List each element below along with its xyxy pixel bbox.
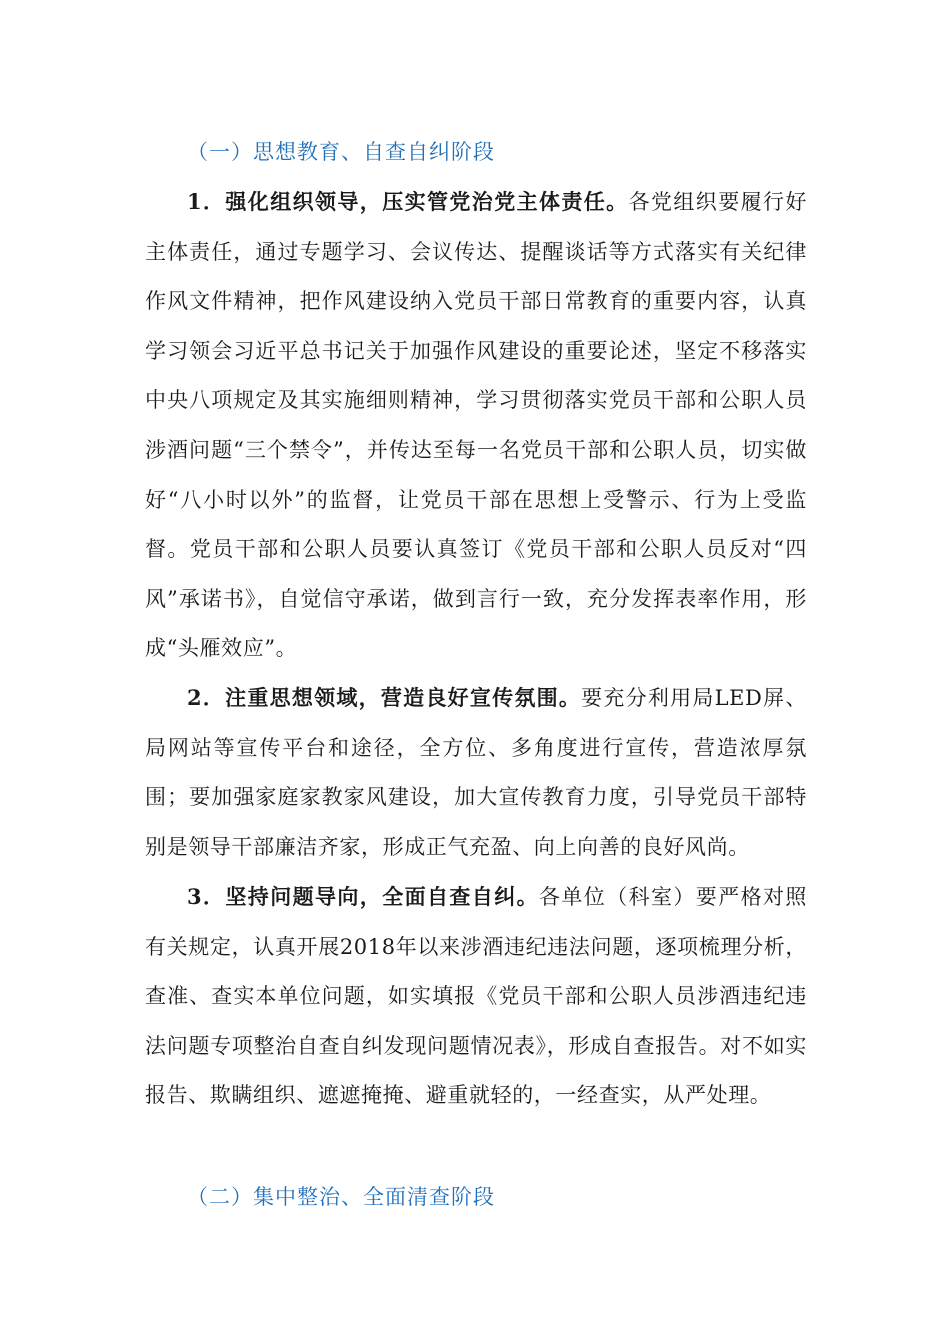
paragraph-3 xyxy=(145,872,807,1121)
paragraph-2-lead: 2．注重思想领域，营造良好宣传氛围。 xyxy=(187,685,582,710)
paragraph-1-lead: 1．强化组织领导，压实管党治党主体责任。 xyxy=(187,189,629,214)
paragraph-1 xyxy=(145,177,807,674)
paragraph-3-lead: 3．坚持问题导向，全面自查自纠。 xyxy=(187,884,539,909)
paragraph-1-body: 各党组织要履行好主体责任，通过专题学习、会议传达、提醒谈话等方式落实有关纪律作风文件精神，把作风建设纳入党员干部日常教育的重要内容，认真学习领会习近平总书记关于加强作风建设的重要论述，坚定不移落实中央八项规定及其实施细则精神，学习贯彻落实党员干部和公职人员涉酒问题“三个禁令”，并传达至每一名党员干部和公职人员，切实做好“八小时以外”的监督，让党员干部在思想上受警示、行为上受监督。党员干部和公职人员要认真签订《党员干部和公职人员反对“四风”承诺书》，自觉信守承诺，做到言行一致，充分发挥表率作用，形成“头雁效应”。 xyxy=(145,190,807,661)
section-heading-2: （二）集中整治、全面清查阶段 xyxy=(187,1185,495,1209)
paragraph-3-body: 各单位（科室）要严格对照有关规定，认真开展2018年以来涉酒违纪违法问题，逐项梳理分析，查准、查实本单位问题，如实填报《党员干部和公职人员涉酒违纪违法问题专项整治自查自纠发现问题情况表》，形成自查报告。对不如实报告、欺瞒组织、遮遮掩掩、避重就轻的，一经查实，从严处理。 xyxy=(145,885,807,1108)
paragraph-2 xyxy=(145,673,807,872)
section-heading-1: （一）思想教育、自查自纠阶段 xyxy=(187,140,495,164)
paragraph-2-body: 要充分利用局LED屏、局网站等宣传平台和途径，全方位、多角度进行宣传，营造浓厚氛围；要加强家庭家教家风建设，加大宣传教育力度，引导党员干部特别是领导干部廉洁齐家，形成正气充盈、向上向善的良好风尚。 xyxy=(145,686,807,859)
